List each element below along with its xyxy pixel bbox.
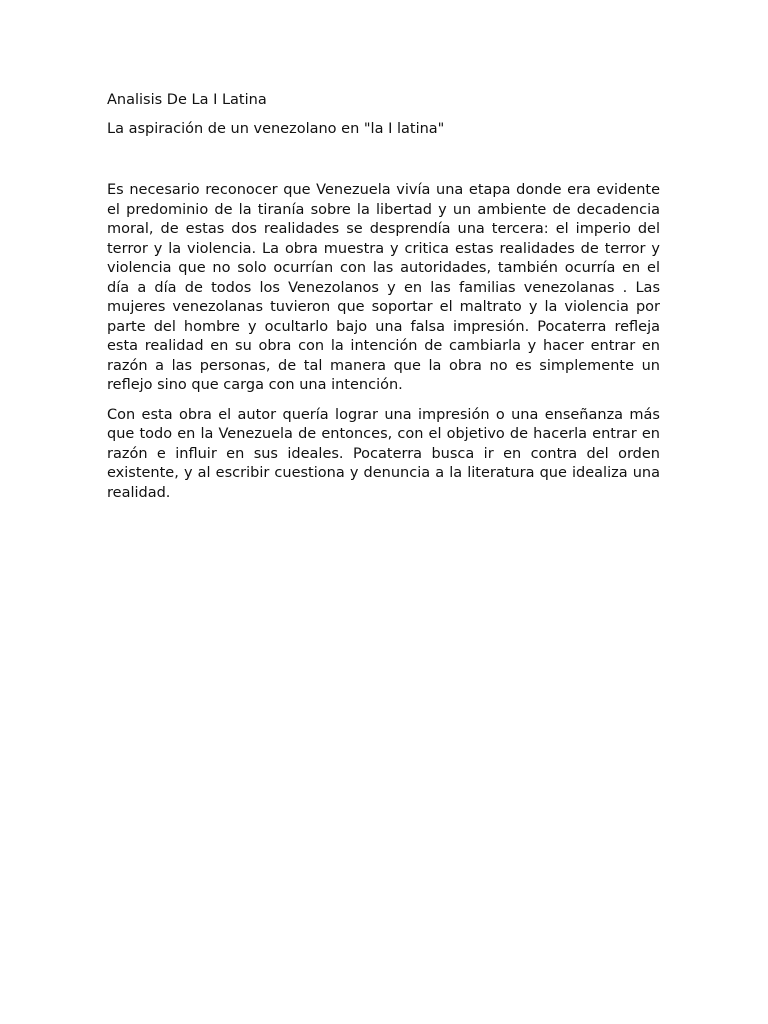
body-paragraph-1: Es necesario reconocer que Venezuela vivía una etapa donde era evidente el predominio de la tiranía sobre la libertad y un ambiente de decadencia moral, de estas dos realidades se desprendía una tercera: el imperio del terror y la violencia. La obra muestra y critica estas realidades de terror y violencia que no solo ocurrían con las autoridades, también ocurría en el día a día de todos los Venezolanos y en las familias venezolanas . Las mujeres venezolanas tuvieron que soportar el maltrato y la violencia por parte del hombre y ocultarlo bajo una falsa impresión. Pocaterra refleja esta realidad en su obra con la intención de cambiarla y hacer entrar en razón a las personas, de tal manera que la obra no es simplemente un reflejo sino que carga con una intención. [107,182,660,393]
document-page [107,90,660,513]
document-subtitle: La aspiración de un venezolano en "la I latina" [107,121,445,137]
document-title: Analisis De La I Latina [107,92,267,108]
body-paragraph-2: Con esta obra el autor quería lograr una impresión o una enseñanza más que todo en la Venezuela de entonces, con el objetivo de hacerla entrar en razón e influir en sus ideales. Pocaterra busca ir en contra del orden existente, y al escribir cuestiona y denuncia a la literatura que idealiza una realidad. [107,406,660,501]
